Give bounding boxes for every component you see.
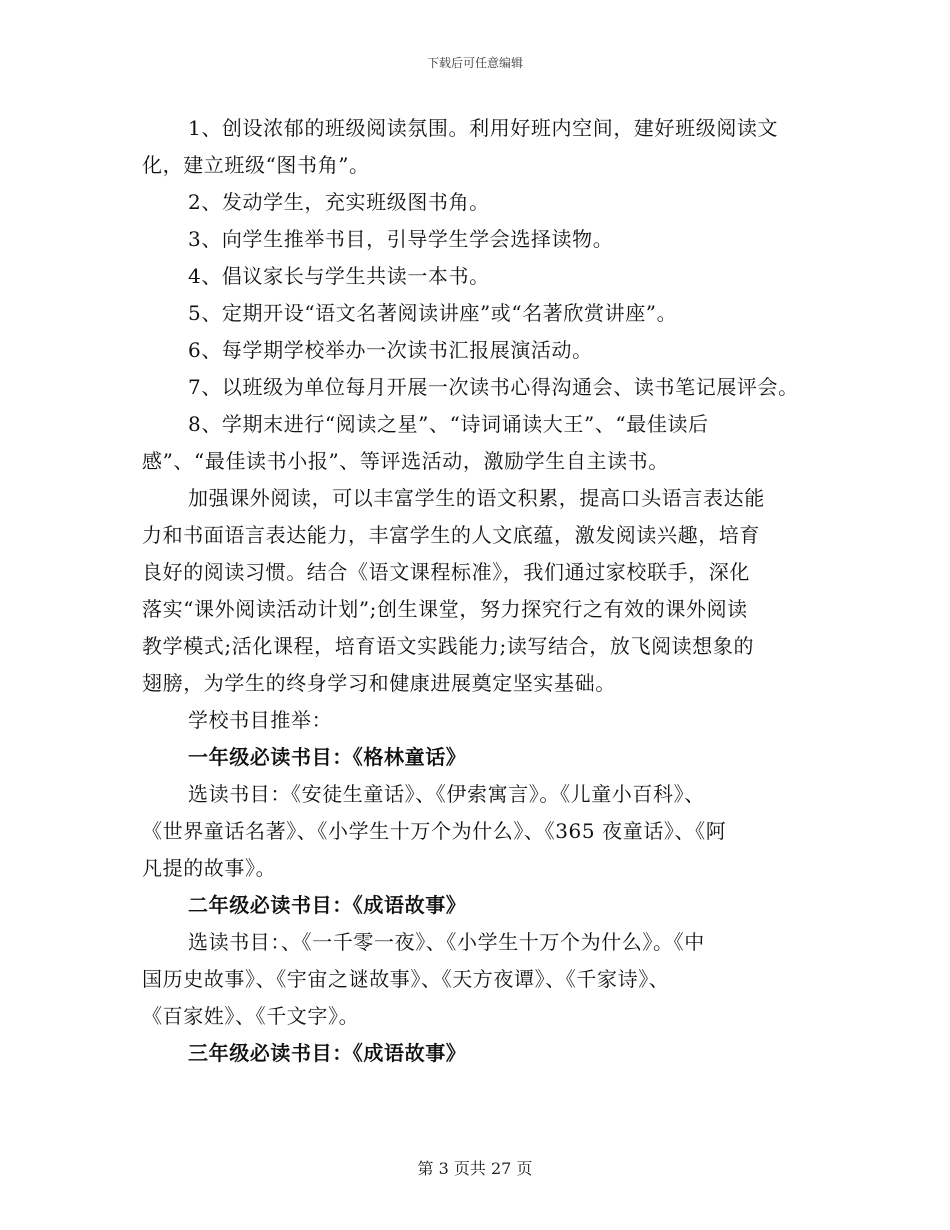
text-line: 选读书目：、《一千零一夜》、《小学生十万个为什么》。《中 (188, 930, 705, 954)
text-line: 3、向学生推举书目，引导学生学会选择读物。 (188, 227, 614, 251)
page-header: 下载后可任意编辑 (426, 56, 523, 70)
text-line: 1、创设浓郁的班级阅读氛围。利用好班内空间，建好班级阅读文 (188, 116, 779, 140)
text-line: 凡提的故事》。 (142, 856, 277, 880)
text-line: 国历史故事》、《宇宙之谜故事》、《天方夜谭》、《千家诗》、 (142, 967, 670, 991)
text-line: 《百家姓》、《千文字》。 (142, 1004, 360, 1028)
page-footer: 第 3 页共 27 页 (417, 1159, 533, 1178)
text-line: 7、以班级为单位每月开展一次读书心得沟通会、读书笔记展评会。 (188, 375, 799, 399)
text-line: 学校书目推举： (188, 708, 333, 732)
text-line: 《世界童话名著》、《小学生十万个为什么》、《365 夜童话》、《阿 (142, 819, 727, 843)
section-heading-line: 二年级必读书目：《成语故事》 (188, 893, 467, 917)
document-body (142, 110, 832, 1072)
section-heading-line: 三年级必读书目：《成语故事》 (188, 1041, 467, 1065)
text-line: 良好的阅读习惯。结合《语文课程标准》，我们通过家校联手，深化 (142, 560, 750, 584)
text-line: 感”、“最佳读书小报”、等评选活动，激励学生自主读书。 (142, 449, 669, 473)
text-line: 加强课外阅读，可以丰富学生的语文积累，提高口头语言表达能 (188, 486, 765, 510)
text-line: 8、学期末进行“阅读之星”、“诗词诵读大王”、“最佳读后 (188, 412, 709, 436)
section-heading-line: 一年级必读书目：《格林童话》 (188, 745, 467, 769)
text-line: 选读书目：《安徒生童话》、《伊索寓言》。《儿童小百科》、 (188, 782, 705, 806)
text-line: 落实“课外阅读活动计划”;创生课堂，努力探究行之有效的课外阅读 (142, 597, 748, 621)
text-line: 5、定期开设“语文名著阅读讲座”或“名著欣赏讲座”。 (188, 301, 678, 325)
text-line: 6、每学期学校举办一次读书汇报展演活动。 (188, 338, 593, 362)
text-line: 2、发动学生，充实班级图书角。 (188, 190, 490, 214)
text-line: 化，建立班级“图书角”。 (142, 153, 370, 177)
text-line: 翅膀，为学生的终身学习和健康进展奠定坚实基础。 (142, 671, 616, 695)
text-line: 力和书面语言表达能力，丰富学生的人文底蕴，激发阅读兴趣，培育 (142, 523, 760, 547)
text-line: 4、倡议家长与学生共读一本书。 (188, 264, 490, 288)
text-line: 教学模式;活化课程，培育语文实践能力;读写结合，放飞阅读想象的 (142, 634, 755, 658)
